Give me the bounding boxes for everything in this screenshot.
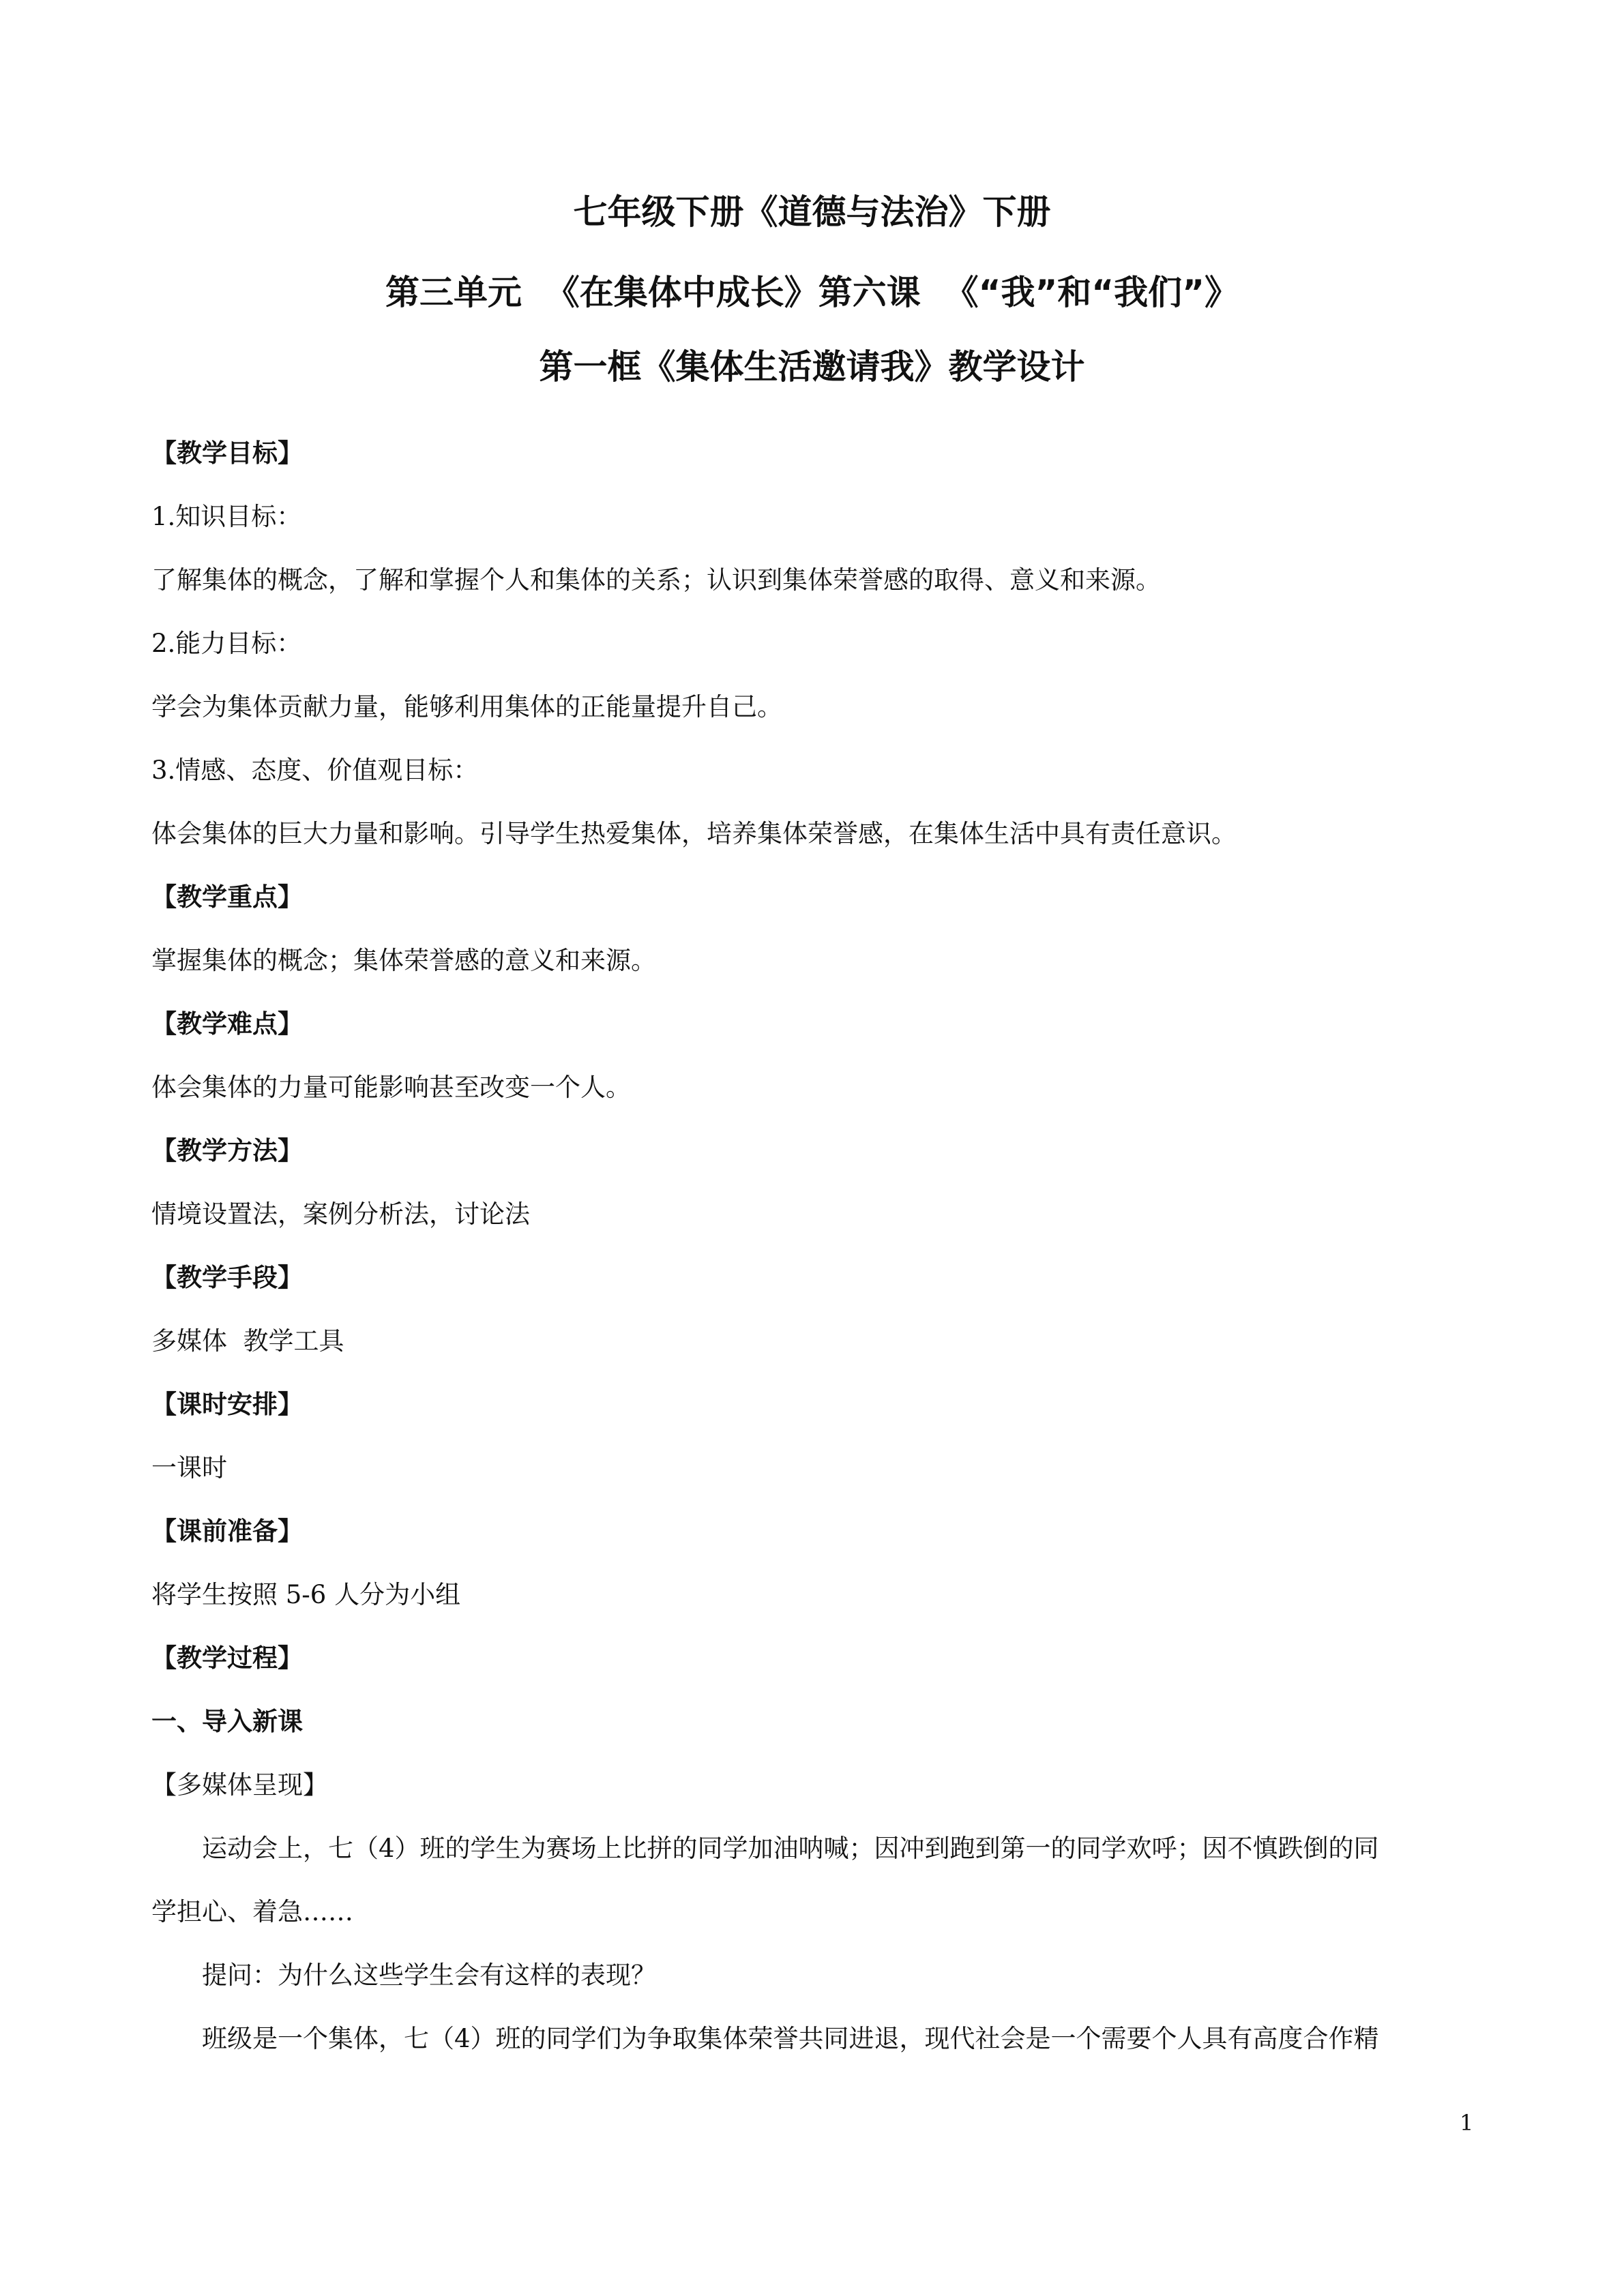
section-heading-process: 【教学过程】: [151, 1643, 303, 1673]
goal-1-label: 1.知识目标：: [151, 502, 302, 531]
document-subtitle-unit: 第三单元 《在集体中成长》第六课 《“我”和“我们”》: [385, 273, 1239, 312]
paragraph-1-line-1: 运动会上，七（4）班的学生为赛场上比拼的同学加油呐喊；因冲到跑到第一的同学欢呼；因不慎跌倒的同: [202, 1834, 1379, 1863]
page-number: 1: [1460, 2110, 1474, 2136]
section-heading-difficulties: 【教学难点】: [151, 1009, 303, 1039]
goal-2-label: 2.能力目标：: [151, 629, 302, 658]
document-title: 七年级下册《道德与法治》下册: [573, 192, 1051, 232]
part-one-heading: 一、导入新课: [151, 1707, 303, 1736]
methods-text: 情境设置法，案例分析法，讨论法: [151, 1199, 530, 1229]
section-heading-key-points: 【教学重点】: [151, 882, 303, 912]
section-heading-means: 【教学手段】: [151, 1263, 303, 1292]
section-heading-goals: 【教学目标】: [151, 438, 303, 468]
difficulties-text: 体会集体的力量可能影响甚至改变一个人。: [151, 1073, 631, 1102]
paragraph-3: 班级是一个集体，七（4）班的同学们为争取集体荣誉共同进退，现代社会是一个需要个人具有高度合作精: [202, 2024, 1379, 2053]
schedule-text: 一课时: [151, 1453, 227, 1482]
means-text: 多媒体 教学工具: [151, 1326, 344, 1356]
preparation-text: 将学生按照 5-6 人分为小组: [151, 1580, 461, 1609]
section-heading-methods: 【教学方法】: [151, 1136, 303, 1165]
paragraph-1-line-2: 学担心、着急……: [151, 1897, 353, 1926]
goal-2-text: 学会为集体贡献力量，能够利用集体的正能量提升自己。: [151, 692, 782, 721]
section-heading-preparation: 【课前准备】: [151, 1517, 303, 1546]
key-points-text: 掌握集体的概念；集体荣誉感的意义和来源。: [151, 946, 656, 975]
multimedia-heading: 【多媒体呈现】: [151, 1770, 328, 1800]
document-subtitle-lesson: 第一框《集体生活邀请我》教学设计: [539, 347, 1085, 387]
goal-1-text: 了解集体的概念，了解和掌握个人和集体的关系；认识到集体荣誉感的取得、意义和来源。: [151, 565, 1161, 595]
goal-3-text: 体会集体的巨大力量和影响。引导学生热爱集体，培养集体荣誉感，在集体生活中具有责任意识。: [151, 819, 1237, 848]
section-heading-schedule: 【课时安排】: [151, 1390, 303, 1419]
paragraph-2: 提问：为什么这些学生会有这样的表现？: [202, 1960, 656, 1990]
goal-3-label: 3.情感、态度、价值观目标：: [151, 756, 479, 785]
